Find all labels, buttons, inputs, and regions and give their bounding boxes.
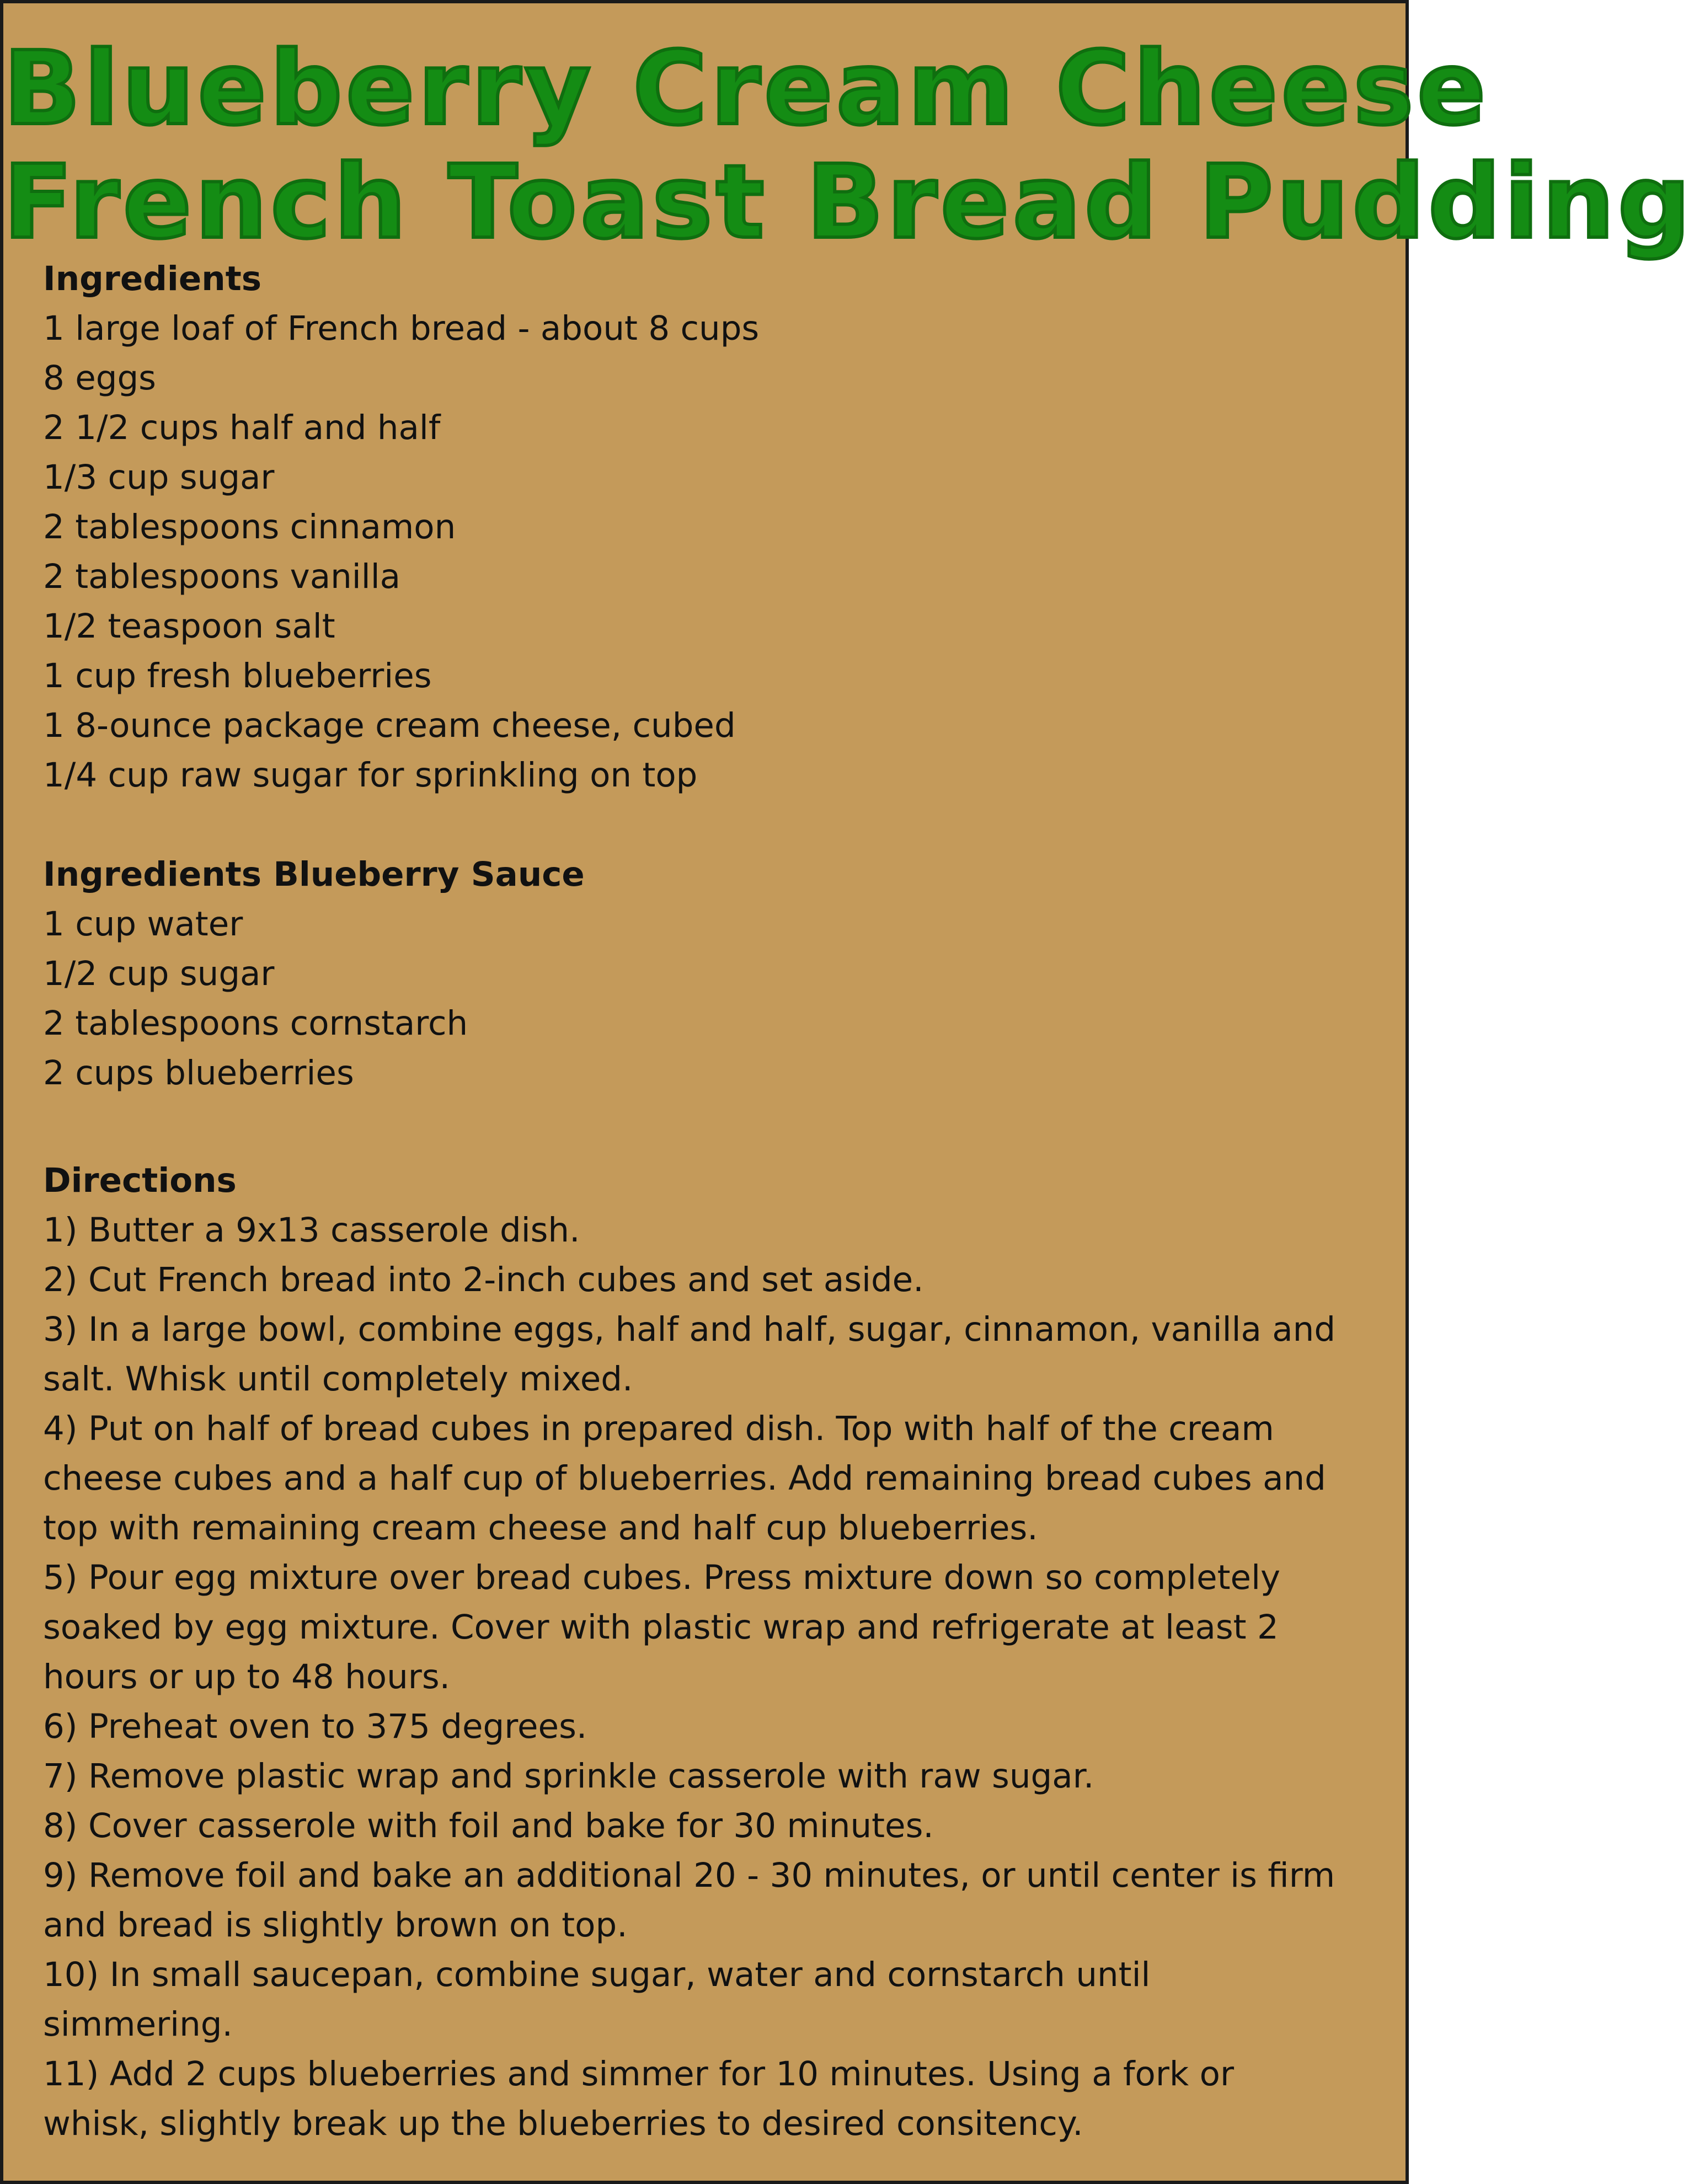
ingredients-list — [43, 304, 1367, 800]
ingredient-item: 2 tablespoons vanilla — [43, 557, 401, 596]
ingredient-item: 2 1/2 cups half and half — [43, 408, 441, 447]
ingredient-item: 1/2 teaspoon salt — [43, 607, 335, 646]
recipe-title-line-1: Blueberry Cream Cheese — [3, 30, 1489, 148]
direction-line: 2) Cut French bread into 2-inch cubes and set aside. — [43, 1260, 924, 1299]
direction-line: 9) Remove foil and bake an additional 20 - 30 minutes, or until center is firm — [43, 1856, 1335, 1895]
direction-line: 1) Butter a 9x13 casserole dish. — [43, 1211, 580, 1250]
ingredient-item: 1 cup fresh blueberries — [43, 656, 432, 695]
sauce-list — [43, 900, 1367, 1098]
sauce-section — [43, 850, 1367, 1098]
sauce-item: 2 tablespoons cornstarch — [43, 1004, 468, 1043]
sauce-item: 1/2 cup sugar — [43, 954, 275, 993]
recipe-title — [3, 30, 1694, 261]
ingredient-item: 2 tablespoons cinnamon — [43, 507, 456, 547]
direction-line: and bread is slightly brown on top. — [43, 1905, 628, 1945]
directions-list — [43, 1206, 1367, 2149]
ingredient-item: 1 8-ounce package cream cheese, cubed — [43, 706, 736, 745]
ingredient-item: 1 large loaf of French bread - about 8 cups — [43, 309, 760, 348]
recipe-content — [43, 254, 1367, 2149]
direction-line: 3) In a large bowl, combine eggs, half and half, sugar, cinnamon, vanilla and — [43, 1310, 1336, 1349]
direction-line: salt. Whisk until completely mixed. — [43, 1359, 633, 1399]
sauce-heading: Ingredients Blueberry Sauce — [43, 855, 585, 894]
direction-line: 10) In small saucepan, combine sugar, water and cornstarch until — [43, 1955, 1151, 1994]
direction-line: 4) Put on half of bread cubes in prepared dish. Top with half of the cream — [43, 1409, 1274, 1448]
direction-line: 5) Pour egg mixture over bread cubes. Press mixture down so completely — [43, 1558, 1281, 1597]
direction-line: hours or up to 48 hours. — [43, 1657, 450, 1696]
ingredient-item: 1/4 cup raw sugar for sprinkling on top — [43, 756, 698, 795]
ingredients-section — [43, 254, 1367, 800]
direction-line: 11) Add 2 cups blueberries and simmer for 10 minutes. Using a fork or — [43, 2054, 1235, 2094]
sauce-item: 2 cups blueberries — [43, 1053, 354, 1093]
direction-line: soaked by egg mixture. Cover with plastic wrap and refrigerate at least 2 — [43, 1608, 1279, 1647]
recipe-title-line-2: French Toast Bread Pudding — [3, 143, 1694, 261]
direction-line: simmering. — [43, 2005, 233, 2044]
ingredients-heading: Ingredients — [43, 259, 262, 298]
section-spacer — [43, 1098, 1367, 1156]
direction-line: cheese cubes and a half cup of blueberries. Add remaining bread cubes and — [43, 1459, 1326, 1498]
directions-section — [43, 1156, 1367, 2149]
direction-line: 7) Remove plastic wrap and sprinkle casserole with raw sugar. — [43, 1757, 1094, 1796]
sauce-item: 1 cup water — [43, 904, 243, 944]
direction-line: top with remaining cream cheese and half cup blueberries. — [43, 1508, 1038, 1548]
direction-line: whisk, slightly break up the blueberries to desired consitency. — [43, 2104, 1083, 2143]
section-spacer — [43, 800, 1367, 850]
ingredient-item: 8 eggs — [43, 358, 156, 398]
direction-line: 6) Preheat oven to 375 degrees. — [43, 1707, 587, 1746]
ingredient-item: 1/3 cup sugar — [43, 458, 275, 497]
directions-heading: Directions — [43, 1161, 237, 1200]
direction-line: 8) Cover casserole with foil and bake for 30 minutes. — [43, 1806, 934, 1845]
